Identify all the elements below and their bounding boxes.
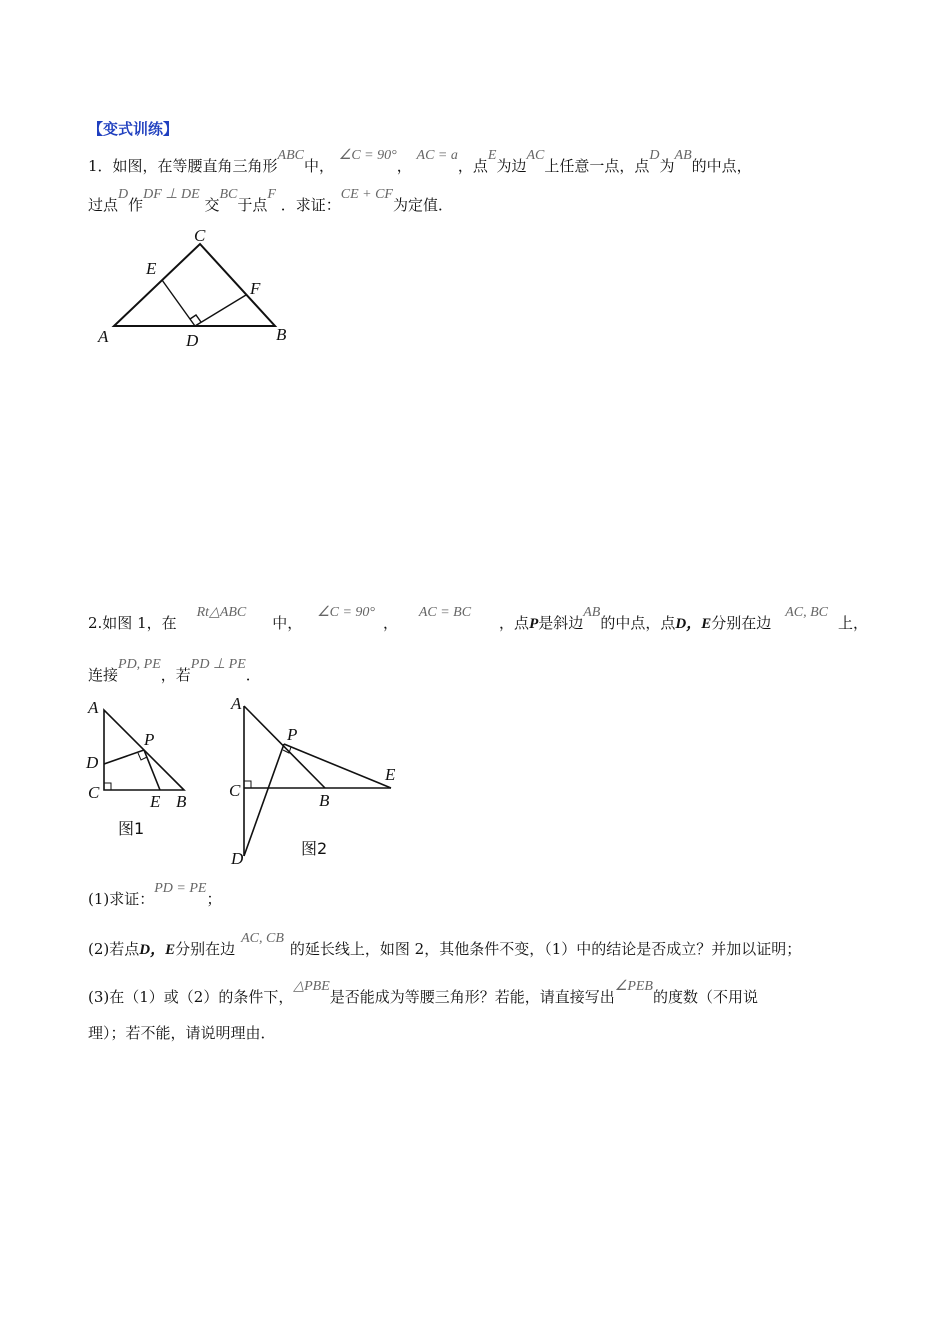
right-angle-mark-c	[244, 781, 251, 788]
label-c: C	[194, 226, 206, 245]
text-fragment: DF ⊥ DE	[143, 187, 200, 202]
text-fragment: D，E	[139, 942, 176, 958]
q2-part-3-cont	[88, 1022, 276, 1043]
text-fragment: AC	[526, 148, 545, 163]
text-fragment: F	[267, 187, 276, 202]
text-fragment: 中，	[304, 157, 335, 175]
text-fragment: 的度数（不用说	[653, 988, 759, 1006]
text-fragment: AC = a	[416, 148, 458, 163]
q1-figure	[90, 222, 310, 352]
text-fragment: ；	[206, 890, 222, 908]
label-p: P	[287, 725, 298, 744]
text-fragment: 为定值．	[392, 196, 453, 214]
q2-line-1	[88, 605, 869, 633]
text-fragment: 上，	[838, 614, 869, 632]
q2-figure-1	[82, 696, 202, 844]
text-fragment: PD = PE	[154, 881, 207, 896]
label-a: A	[231, 694, 242, 713]
segment-df	[195, 295, 246, 326]
text-fragment: 2.如图 1，在	[88, 614, 177, 632]
text-fragment: 是斜边	[538, 614, 584, 632]
label-d: D	[231, 849, 244, 868]
text-fragment: D	[649, 148, 660, 163]
text-fragment: PD, PE	[118, 657, 161, 672]
q1-line-2	[88, 187, 453, 215]
segment-pd	[244, 744, 284, 856]
text-fragment: AB	[583, 605, 601, 620]
text-fragment: ∠C = 90°	[317, 605, 376, 620]
label-e: E	[146, 259, 157, 278]
text-fragment: △PBE	[293, 979, 330, 994]
text-fragment: ，	[396, 157, 412, 175]
label-b: B	[276, 325, 287, 344]
text-fragment: AC, BC	[785, 605, 829, 620]
text-fragment: AB	[674, 148, 692, 163]
label-c: C	[229, 781, 241, 800]
text-fragment: ∠C = 90°	[338, 148, 397, 163]
text-fragment: 的延长线上，如图 2，其他条件不变，（1）中的结论是否成立？并加以证明；	[289, 940, 802, 958]
text-fragment: 上任意一点，点	[544, 157, 650, 175]
label-a: A	[98, 327, 109, 346]
segment-pe	[284, 744, 391, 788]
text-fragment: 中，	[272, 614, 303, 632]
text-fragment: 交	[204, 196, 220, 214]
text-fragment: (1)求证：	[88, 890, 155, 908]
text-fragment: D，E	[675, 616, 712, 632]
figure-2-caption: 图2	[301, 839, 328, 858]
text-fragment: 连接	[88, 666, 119, 684]
q2-part-2	[88, 931, 802, 959]
text-fragment: ．	[245, 666, 261, 684]
text-fragment: 1．如图，在等腰直角三角形	[88, 157, 278, 175]
segment-pd	[104, 750, 144, 764]
label-e: E	[385, 765, 396, 784]
segment-de	[162, 280, 195, 326]
q2-figure-2	[225, 692, 405, 868]
text-fragment: ，点	[457, 157, 488, 175]
text-fragment: 过点	[88, 196, 119, 214]
text-fragment: ，点	[499, 614, 530, 632]
text-fragment: AC, CB	[241, 931, 284, 946]
label-d: D	[86, 753, 99, 772]
label-b: B	[176, 792, 187, 811]
section-heading: 【变式训练】	[88, 120, 179, 138]
q2-part-3	[88, 979, 759, 1007]
label-a: A	[88, 698, 99, 717]
text-fragment: 分别在边	[175, 940, 236, 958]
label-p: P	[144, 730, 155, 749]
text-fragment: 理）；若不能，请说明理由．	[88, 1024, 276, 1042]
label-e: E	[150, 792, 161, 811]
text-fragment: 分别在边	[711, 614, 772, 632]
q2-part-1	[88, 881, 222, 909]
label-c: C	[88, 783, 100, 802]
text-fragment: 作	[128, 196, 144, 214]
text-fragment: 为	[659, 157, 675, 175]
text-fragment: (2)若点	[88, 940, 140, 958]
text-fragment: (3)在（1）或（2）的条件下，	[88, 988, 294, 1006]
text-fragment: D	[118, 187, 129, 202]
segment-pe	[144, 750, 160, 790]
text-fragment: AC = BC	[418, 605, 472, 620]
text-fragment: Rt△ABC	[196, 605, 247, 620]
text-fragment: BC	[219, 187, 238, 202]
text-fragment: ．求证：	[280, 196, 341, 214]
q1-line-1	[88, 148, 752, 176]
segment-ab	[244, 706, 325, 788]
text-fragment: CE + CF	[340, 187, 393, 202]
text-fragment: P	[529, 616, 539, 632]
text-fragment: 为边	[496, 157, 527, 175]
text-fragment: ，若	[160, 666, 191, 684]
text-fragment: 的中点，点	[600, 614, 676, 632]
right-angle-mark-c	[104, 783, 111, 790]
text-fragment: ABC	[277, 148, 304, 163]
text-fragment: ，	[383, 614, 399, 632]
label-f: F	[250, 279, 261, 298]
text-fragment: 的中点，	[691, 157, 752, 175]
text-fragment: PD ⊥ PE	[190, 657, 246, 672]
text-fragment: E	[487, 148, 497, 163]
text-fragment: 是否能成为等腰三角形？若能，请直接写出	[329, 988, 615, 1006]
label-b: B	[319, 791, 330, 810]
text-fragment: ∠PEB	[614, 979, 653, 994]
label-d: D	[186, 331, 199, 350]
figure-1-caption: 图1	[118, 819, 145, 838]
text-fragment: 于点	[237, 196, 268, 214]
q2-line-2	[88, 657, 261, 685]
